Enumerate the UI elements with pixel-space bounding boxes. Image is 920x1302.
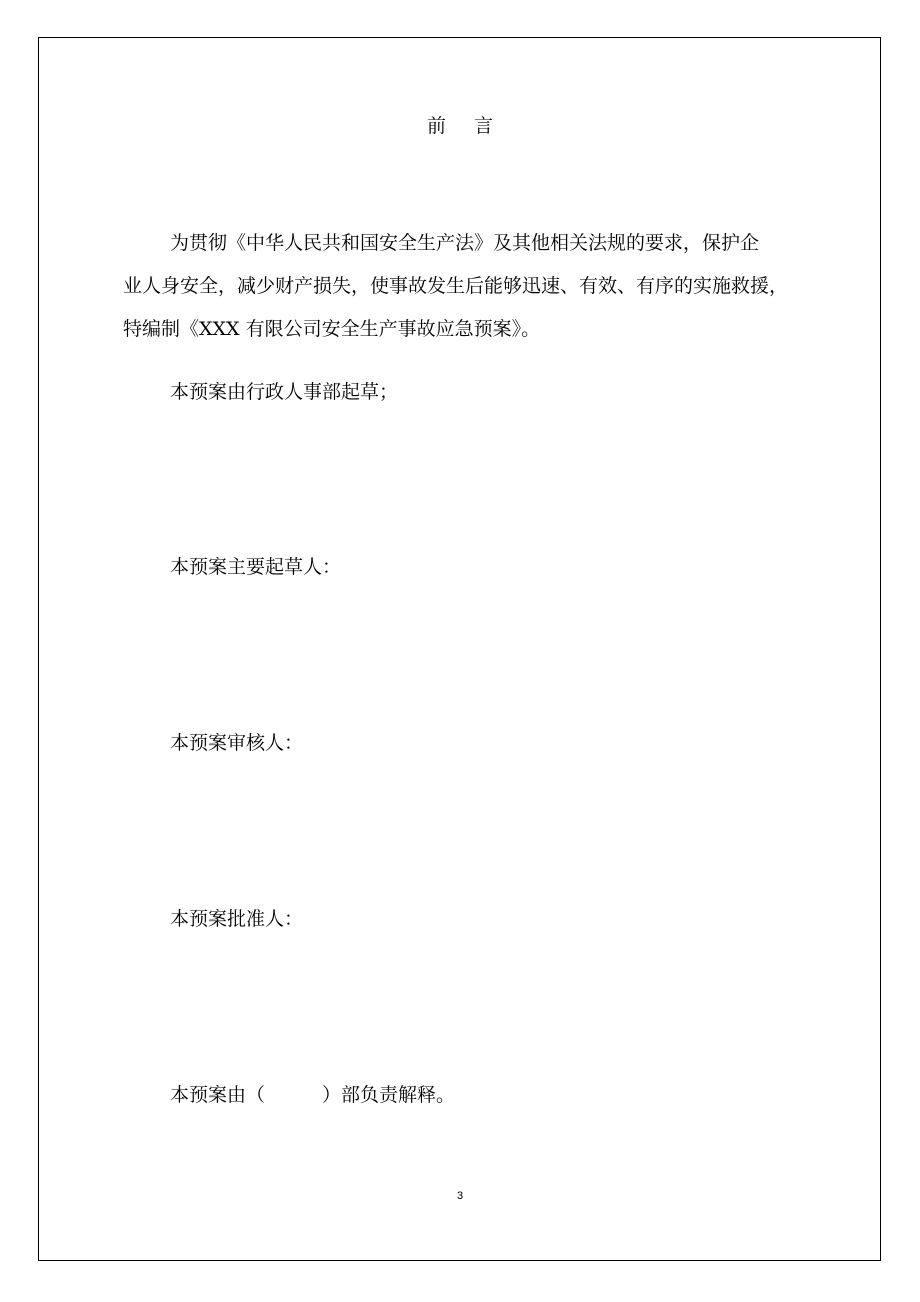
title-char-1: 前 (426, 115, 446, 137)
intro-line-3: 特编制《XXX 有限公司安全生产事故应急预案》。 (123, 318, 541, 340)
intro-line-2: 业人身安全，减少财产损失，使事故发生后能够迅速、有效、有序的实施救援， (123, 275, 789, 297)
title-char-2: 言 (474, 115, 494, 137)
page-title (0, 112, 920, 140)
main-drafter-label: 本预案主要起草人： (170, 556, 342, 578)
intro-line-1: 为贯彻《中华人民共和国安全生产法》及其他相关法规的要求，保护企 (170, 232, 760, 254)
interpretation-statement: 本预案由（ ）部负责解释。 (170, 1084, 456, 1106)
approver-label: 本预案批准人： (170, 908, 304, 930)
reviewer-label: 本预案审核人： (170, 732, 304, 754)
intro-paragraph (123, 222, 803, 351)
page-number: 3 (456, 1190, 464, 1202)
page-border (38, 37, 881, 1261)
drafted-by-department: 本预案由行政人事部起草； (170, 381, 399, 403)
